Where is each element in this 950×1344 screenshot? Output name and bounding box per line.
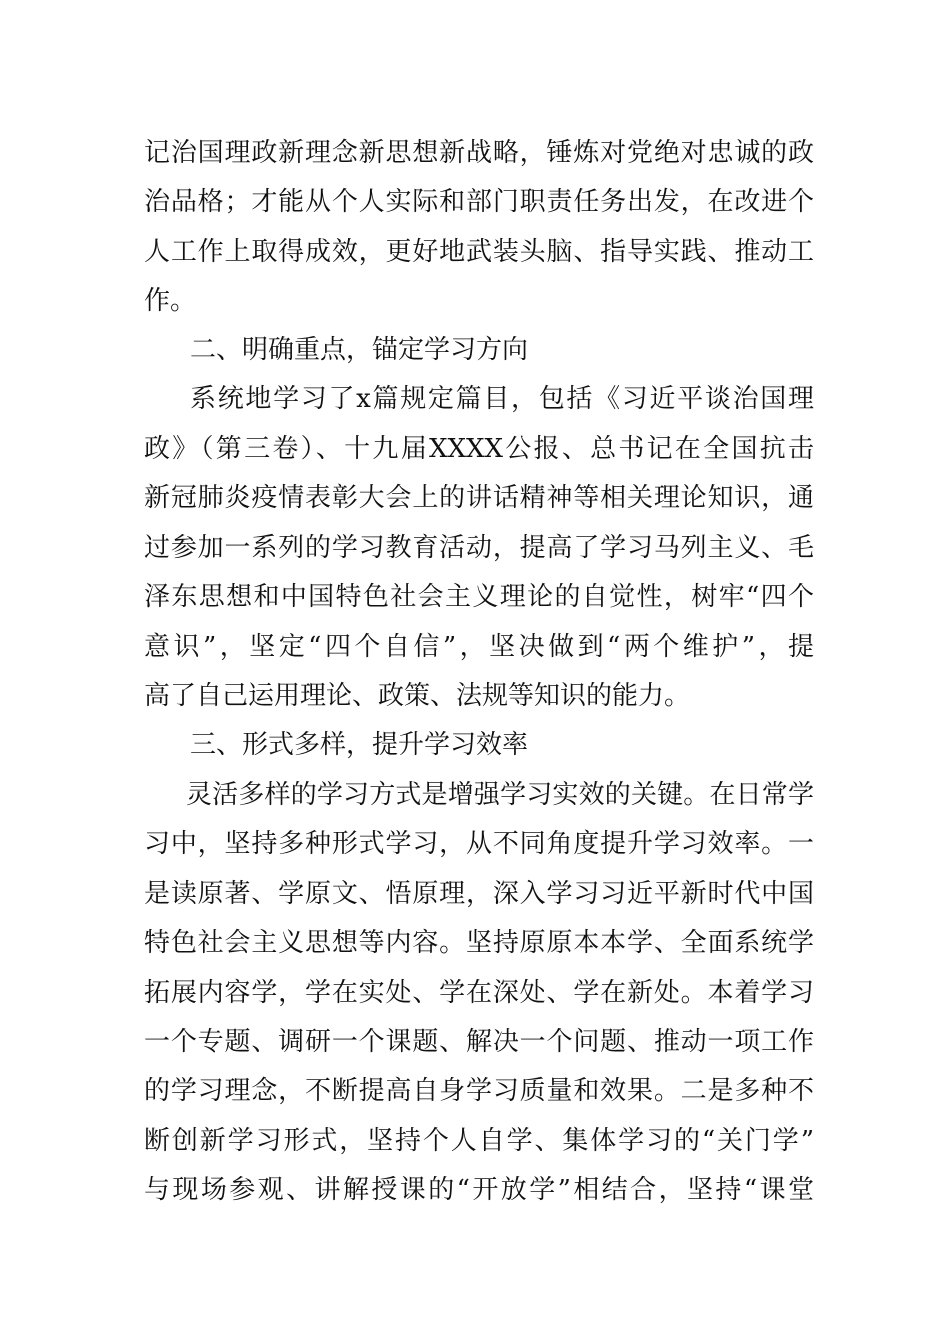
text-line: 一个专题、调研一个课题、解决一个问题、推动一项工作 [144, 1027, 814, 1057]
text-line: 泽东思想和中国特色社会主义理论的自觉性，树牢“四个 [144, 582, 814, 612]
text-line: 人工作上取得成效，更好地武装头脑、指导实践、推动工 [144, 237, 814, 267]
text-line: 与现场参观、讲解授课的“开放学”相结合，坚持“课堂 [144, 1175, 814, 1205]
text-line: 治品格；才能从个人实际和部门职责任务出发，在改进个 [144, 187, 814, 217]
section-heading: 二、明确重点，锚定学习方向 [190, 335, 529, 365]
text-line: 新冠肺炎疫情表彰大会上的讲话精神等相关理论知识，通 [144, 483, 814, 513]
paragraph-first-line: 灵活多样的学习方式是增强学习实效的关键。在日常学 [186, 780, 814, 810]
text-line: 习中，坚持多种形式学习，从不同角度提升学习效率。一 [144, 829, 814, 859]
text-line: 政》（第三卷）、十九届XXXX公报、总书记在全国抗击 [144, 434, 814, 464]
text-line: 意识”，坚定“四个自信”，坚决做到“两个维护”，提 [144, 632, 814, 662]
text-line: 拓展内容学，学在实处、学在深处、学在新处。本着学习 [144, 978, 814, 1008]
paragraph-first-line: 系统地学习了x篇规定篇目，包括《习近平谈治国理 [190, 384, 814, 414]
section-heading: 三、形式多样，提升学习效率 [190, 730, 529, 760]
text-line: 作。 [144, 286, 197, 316]
text-line: 的学习理念，不断提高自身学习质量和效果。二是多种不 [144, 1076, 814, 1106]
text-line: 断创新学习形式，坚持个人自学、集体学习的“关门学” [144, 1126, 814, 1156]
text-line: 是读原著、学原文、悟原理，深入学习习近平新时代中国 [144, 879, 814, 909]
text-line: 记治国理政新理念新思想新战略，锤炼对党绝对忠诚的政 [144, 138, 814, 168]
text-line: 特色社会主义思想等内容。坚持原原本本学、全面系统学 [144, 928, 814, 958]
text-line: 高了自己运用理论、政策、法规等知识的能力。 [144, 681, 691, 711]
text-line: 过参加一系列的学习教育活动，提高了学习马列主义、毛 [144, 533, 814, 563]
